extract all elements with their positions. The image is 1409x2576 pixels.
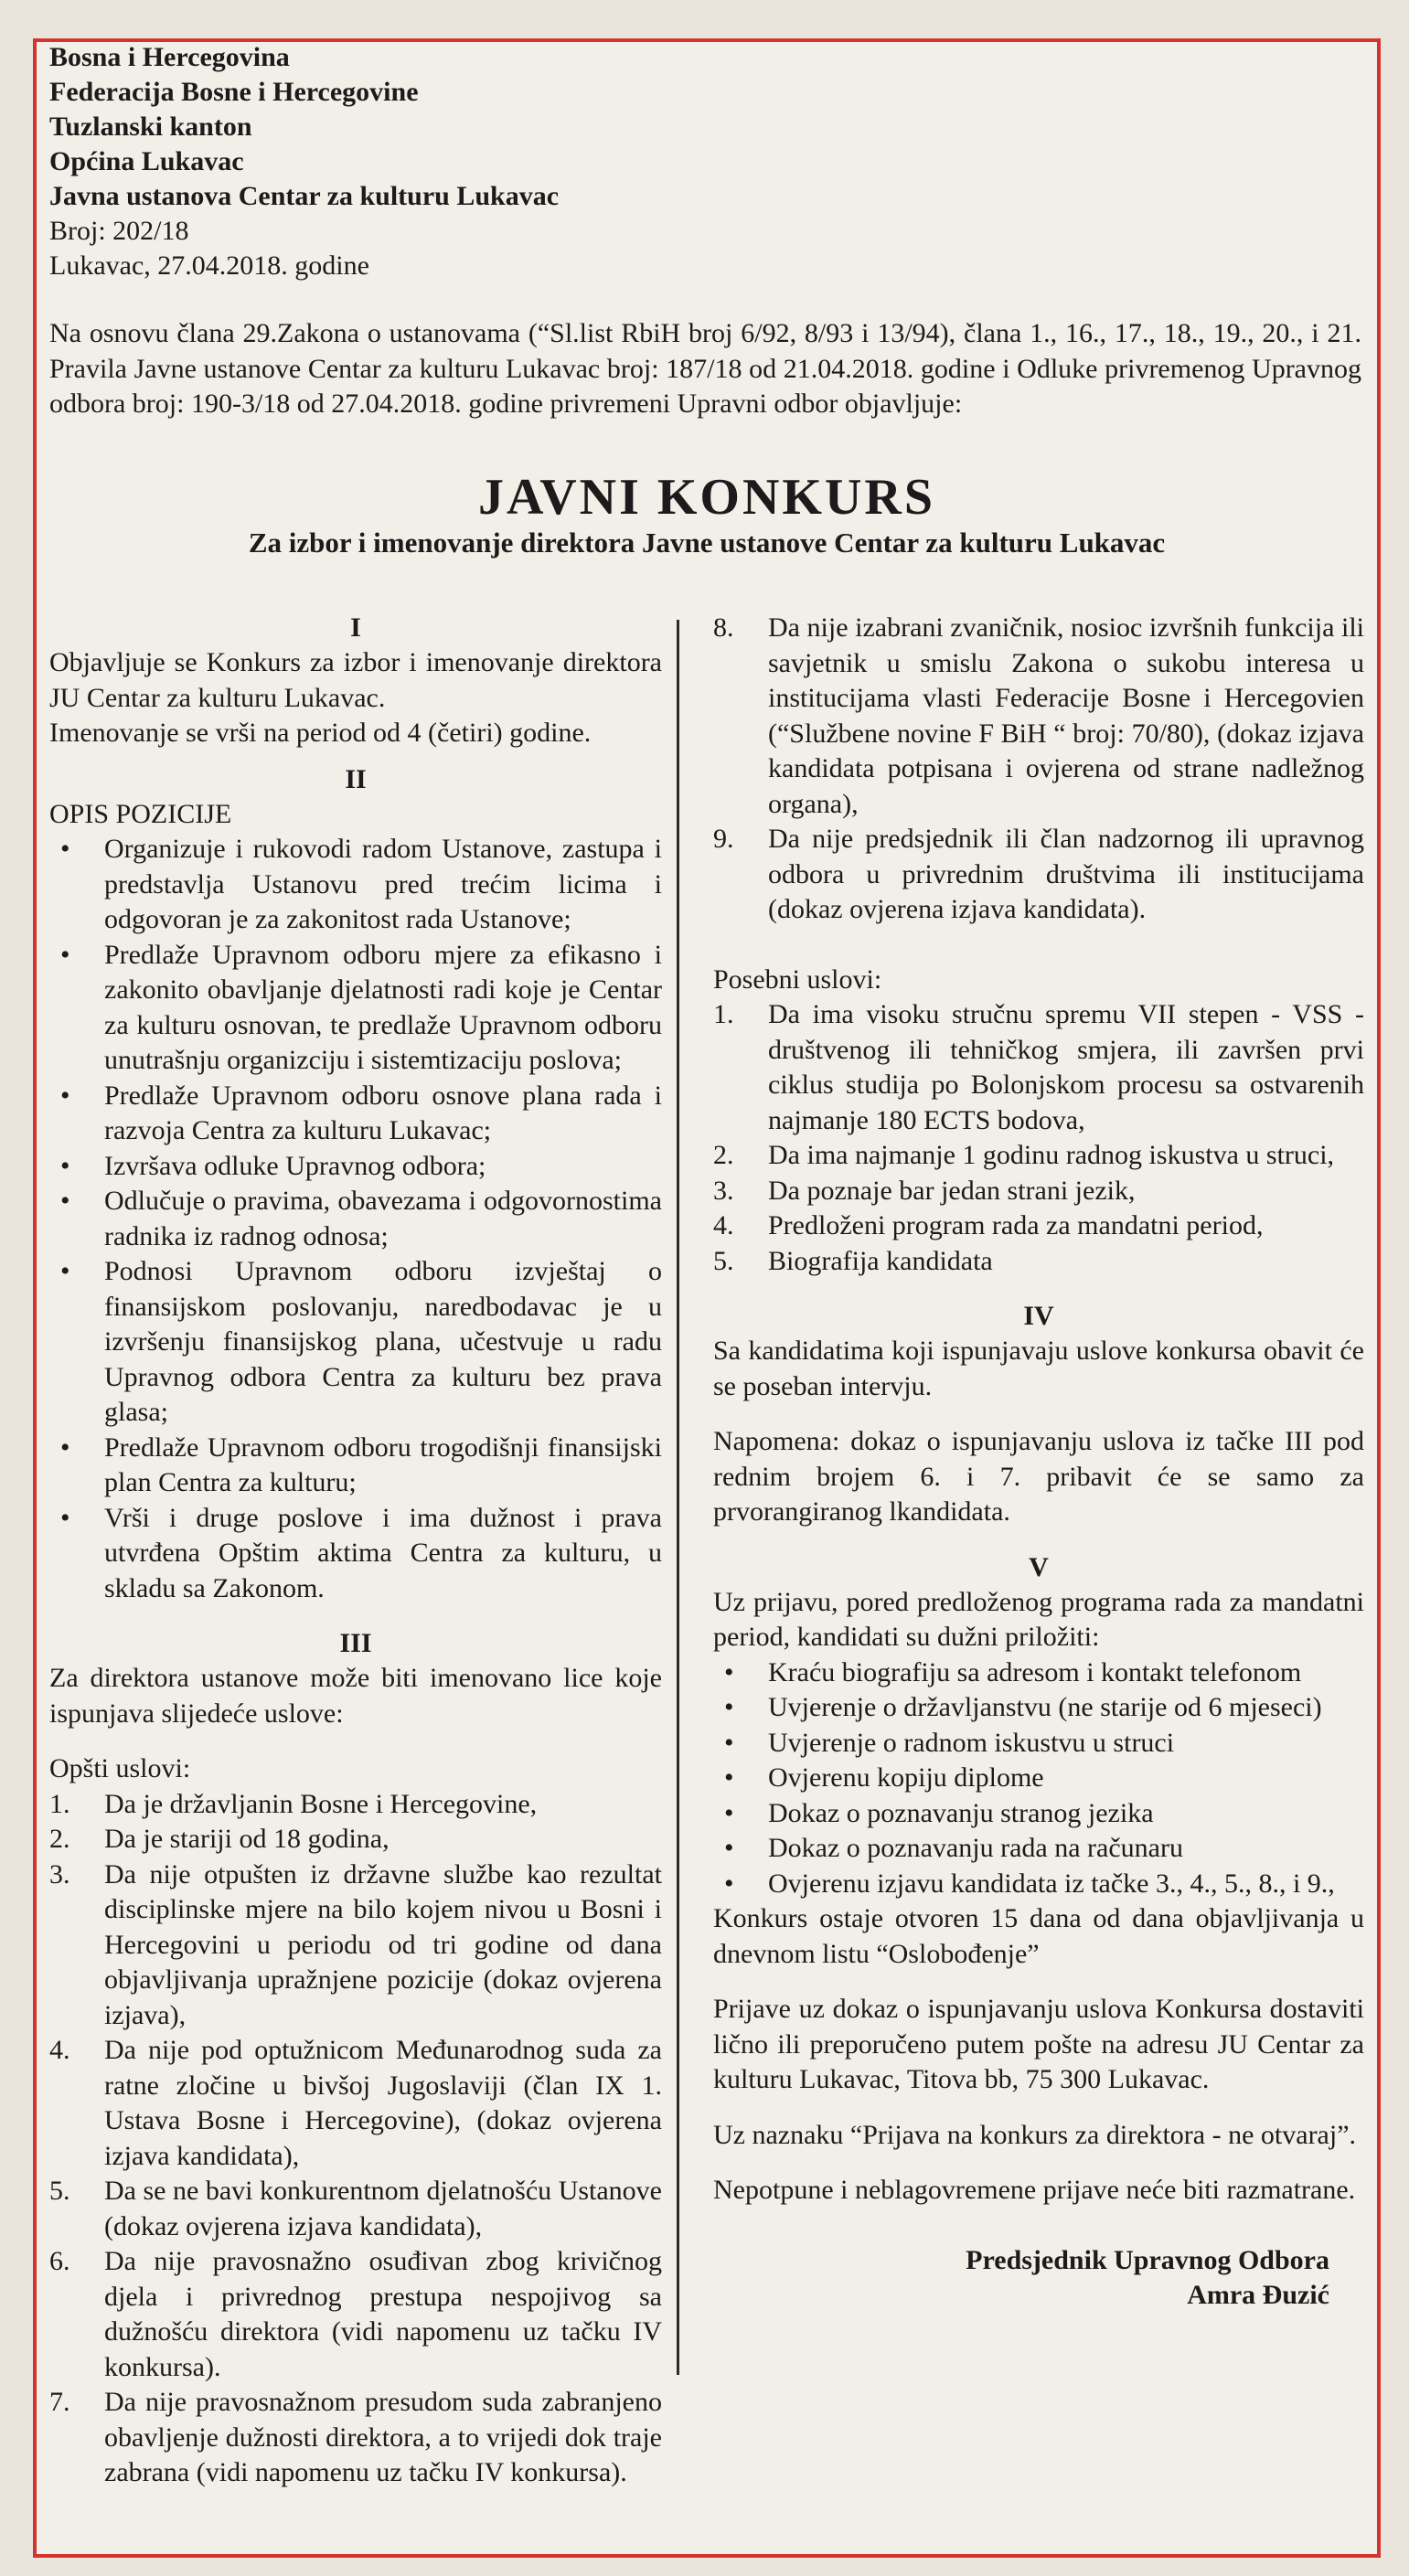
list-item: • Ovjerenu kopiju diplome [713, 1761, 1364, 1796]
list-item: 3. Da nije otpušten iz državne službe kao rezultat disciplinske mjere na bilo kojem nivou u Bosni i Hercegovini u periodu od tri godine od dana objavljivanja upražnjene pozicije (dokaz ovjerena izjava), [49, 1858, 662, 2030]
list-item: • Vrši i druge poslove i ima dužnost i prava utvrđena Opštim aktima Centra za kulturu, u skladu sa Zakonom. [49, 1501, 662, 1607]
required-documents-list [713, 1655, 1364, 1902]
signature-block [713, 2243, 1364, 2313]
section-heading-2: II [345, 763, 367, 794]
list-item: • Kraću biografiju sa adresom i kontakt telefonom [713, 1655, 1364, 1691]
list-item: • Predlaže Upravnom odboru trogodišnji finansijski plan Centra za kulturu; [49, 1431, 662, 1501]
column-divider [677, 620, 679, 2375]
open-period-text: Konkurs ostaje otvoren 15 dana od dana objavljivanja u dnevnom listu “Oslobođenje” [713, 1903, 1364, 1969]
section-heading-3: III [339, 1628, 372, 1658]
list-item: • Dokaz o poznavanju rada na računaru [713, 1831, 1364, 1867]
special-conditions-label: Posebni uslovi: [713, 963, 882, 995]
general-conditions-list-continued [713, 611, 1364, 928]
list-item: 1. Da ima visoku stručnu spremu VII stepen - VSS -društvenog ili tehničkog smjera, ili završen prvi ciklus studija po Bolonjskom procesu sa ostvarenih najmanje 180 ECTS bodova, [713, 999, 1364, 1135]
list-item: • Organizuje i rukovodi radom Ustanove, zastupa i predstavlja Ustanovu pred trećim licima i odgovoran je za zakonitost rada Ustanove; [49, 832, 662, 938]
list-item: 4. Predloženi program rada za mandatni period, [713, 1210, 1264, 1240]
notice-subtitle: Za izbor i imenovanje direktora Javne ustanove Centar za kulturu Lukavac [248, 527, 1166, 559]
list-item: 6. Da nije pravosnažno osuđivan zbog krivičnog djela i privrednog prestupa nespojivog sa dužnošću direktora (vidi napomenu uz tačku IV konkursa). [49, 2246, 662, 2382]
submission-text: Prijave uz dokaz o ispunjavanju uslova Konkursa dostaviti lično ili preporučeno putem pošte na adresu JU Centar za kulturu Lukavac, Titova bb, 75 300 Lukavac. [713, 1994, 1364, 2094]
list-item: 7. Da nije pravosnažnom presudom suda zabranjeno obavljenje dužnosti direktora, a to vrijedi dok traje zabrana (vidi napomenu uz tačku IV konkursa). [49, 2387, 662, 2487]
general-conditions-list [49, 1787, 662, 2491]
right-column [713, 611, 1364, 2313]
header-canton: Tuzlanski kanton [49, 112, 252, 142]
interview-text: Sa kandidatima koji ispunjavaju uslove konkursa obavit će se poseban intervju. [713, 1336, 1364, 1401]
list-item: • Izvršava odluke Upravnog odbora; [49, 1149, 662, 1185]
header-municipality: Općina Lukavac [49, 146, 244, 176]
list-item: • Podnosi Upravnom odboru izvještaj o finansijskom poslovanju, naredbodavac je u izvršenju finansijskog plana, učestvuje u radu Upravnog odbora Centra za kulturu bez prava glasa; [49, 1254, 662, 1431]
list-item: 5. Da se ne bavi konkurentnom djelatnošću Ustanove (dokaz ovjerena izjava kandidata), [49, 2176, 662, 2241]
section5-intro: Uz prijavu, pored predloženog programa rada za mandatni period, kandidati su dužni priložiti: [713, 1586, 1364, 1652]
place-date: Lukavac, 27.04.2018. godine [49, 250, 369, 281]
section-heading-5: V [1029, 1551, 1049, 1582]
list-item: 2. Da je stariji od 18 godina, [49, 1824, 390, 1854]
envelope-marking-text: Uz naznaku “Prijava na konkurs za direktora - ne otvaraj”. [713, 2119, 1357, 2150]
list-item: 3. Da poznaje bar jedan strani jezik, [713, 1175, 1136, 1206]
section-heading-1: I [350, 612, 361, 643]
list-item: • Ovjerenu izjavu kandidata iz tačke 3., 4., 5., 8., i 9., [713, 1867, 1364, 1902]
list-item: 8. Da nije izabrani zvaničnik, nosioc izvršnih funkcija ili savjetnik u smislu Zakona o sukobu interesa u institucijama vlasti Federacije Bosne i Hercegovien (“Službene novine F BiH “ broj: 70/80), (dokaz izjava kandidata potpisana i ovjerena od strane nadležnog organa), [713, 612, 1364, 819]
header-country: Bosna i Hercegovina [49, 42, 290, 72]
note-text: Napomena: dokaz o ispunjavanju uslova iz tačke III pod rednim brojem 6. i 7. pribavit će se samo za prvorangiranog lkandidata. [713, 1426, 1364, 1527]
position-duties-list [49, 832, 662, 1606]
list-item: • Uvjerenje o radnom iskustvu u struci [713, 1726, 1364, 1762]
intro-paragraph: Na osnovu člana 29.Zakona o ustanovama (“Sl.list RbiH broj 6/92, 8/93 i 13/94), člana 1., 16., 17., 18., 19., 20., i 21. Pravila Javne ustanove Centar za kulturu Lukavac broj: 187/18 od 21.04.2018. godine i Odluke privremenog Upravnog odbora broj: 190-3/18 od 27.04.2018. godine privremeni Upravni odbor objavljuje: [49, 318, 1361, 419]
list-item: 1. Da je državljanin Bosne i Hercegovine, [49, 1788, 538, 1819]
list-item: • Uvjerenje o državljanstvu (ne starije od 6 mjeseci) [713, 1690, 1364, 1726]
section-heading-4: IV [1023, 1301, 1054, 1331]
position-description-label: OPIS POZICIJE [49, 798, 232, 829]
document-header [49, 40, 872, 283]
signatory-role: Predsjednik Upravnog Odbora [966, 2244, 1329, 2275]
list-item: • Predlaže Upravnom odboru osnove plana rada i razvoja Centra za kulturu Lukavac; [49, 1079, 662, 1149]
list-item: • Odlučuje o pravima, obavezama i odgovornostima radnika iz radnog odnosa; [49, 1184, 662, 1254]
notice-title: JAVNI KONKURS [477, 469, 936, 526]
list-item: 9. Da nije predsjednik ili član nadzornog ili upravnog odbora u privrednim društvima ili institucijama (dokaz ovjerena izjava kandidata). [713, 824, 1364, 924]
section3-intro: Za direktora ustanove može biti imenovano lice koje ispunjava slijedeće uslove: [49, 1663, 662, 1729]
section1-line-2: Imenovanje se vrši na period od 4 (četiri) godine. [49, 718, 592, 748]
notice-frame [33, 38, 1381, 2558]
list-item: • Dokaz o poznavanju stranog jezika [713, 1796, 1364, 1832]
section1-line-1: Objavljuje se Konkurs za izbor i imenovanje direktora JU Centar za kulturu Lukavac. [49, 647, 662, 713]
reference-number: Broj: 202/18 [49, 216, 189, 246]
special-conditions-list [713, 997, 1364, 1279]
list-item: 5. Biografija kandidata [713, 1245, 993, 1276]
list-item: • Predlaže Upravnom odboru mjere za efikasno i zakonito obavljanje djelatnosti radi koje je Centar za kulturu osnovan, te predlaže Upravnom odboru unutrašnju organizciju i sistemtizaciju poslova; [49, 938, 662, 1079]
incomplete-applications-text: Nepotpune i neblagovremene prijave neće biti razmatrane. [713, 2175, 1356, 2205]
header-federation: Federacija Bosne i Hercegovine [49, 77, 419, 107]
list-item: 2. Da ima najmanje 1 godinu radnog iskustva u struci, [713, 1140, 1335, 1170]
general-conditions-label: Opšti uslovi: [49, 1753, 191, 1783]
left-column [49, 611, 662, 2491]
list-item: 4. Da nije pod optužnicom Međunarodnog suda za ratne zločine u bivšoj Jugoslaviji (član IX 1. Ustava Bosne i Hercegovine), (dokaz ovjerena izjava kandidata), [49, 2035, 662, 2171]
signatory-name: Amra Đuzić [1187, 2279, 1329, 2310]
header-institution: Javna ustanova Centar za kulturu Lukavac [49, 181, 560, 211]
